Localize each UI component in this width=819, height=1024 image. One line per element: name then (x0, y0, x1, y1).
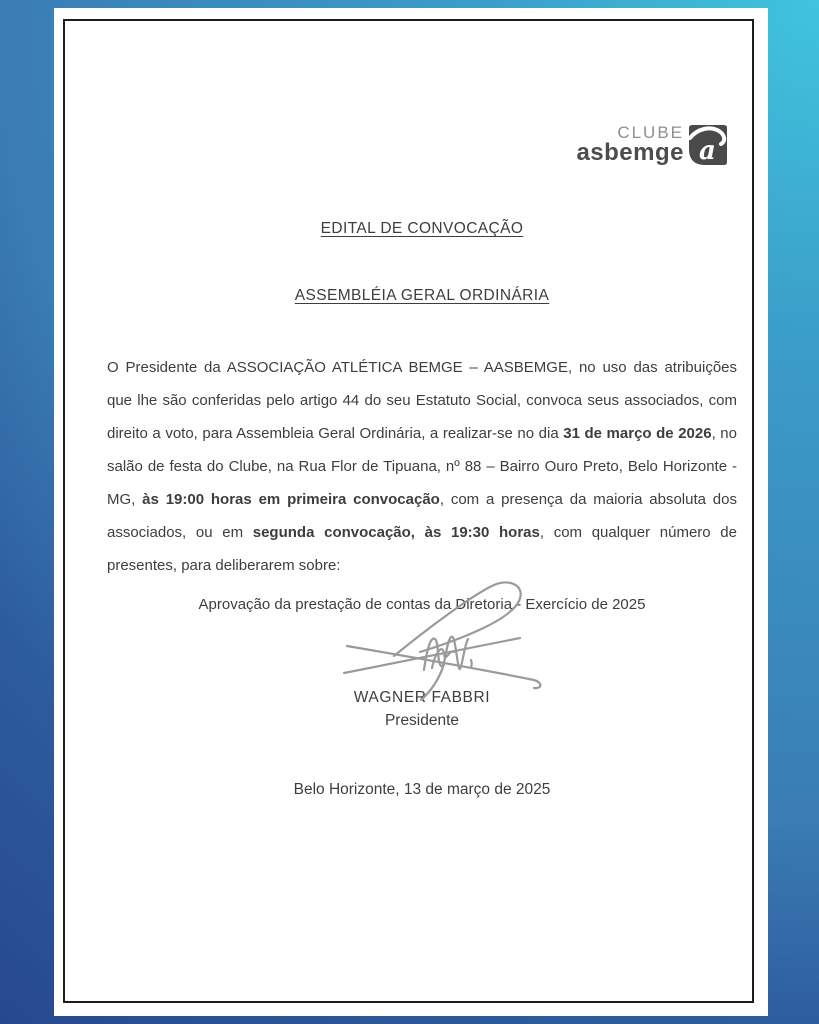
date-line: Belo Horizonte, 13 de março de 2025 (293, 781, 551, 798)
logo-clube-label: CLUBE (617, 123, 684, 142)
body-segment: , com a presença da maioria absoluta dos associados, ou em (107, 491, 737, 541)
body-segment: , no salão de festa do Clube, na Rua Flor de Tipuana, nº 88 – Bairro Ouro Preto, Belo Horizonte - MG, (107, 425, 737, 508)
body-segment-bold-second-call: segunda convocação, às 19:30 horas (252, 524, 540, 541)
body-segment: O Presidente da ASSOCIAÇÃO ATLÉTICA BEMGE – AASBEMGE, no uso das atribuições que lhe são conferidas pelo artigo 44 do seu Estatuto Social, convoca seus associados, com direito a voto, para Assembleia Geral Ordinária, a realizar-se no dia (107, 359, 737, 442)
body-segment-bold-date: 31 de março de 2026 (563, 425, 712, 442)
document-subtitle: ASSEMBLÉIA GERAL ORDINÁRIA (294, 287, 550, 304)
body-paragraph (107, 351, 737, 582)
document-page (54, 8, 768, 1016)
signatory-role: Presidente (384, 712, 460, 729)
svg-text:a: a (699, 136, 716, 165)
agenda-line: Aprovação da prestação de contas da Diretoria - Exercício de 2025 (198, 596, 646, 613)
logo-asbemge-label: asbemge (576, 139, 684, 166)
signatory-name: WAGNER FABBRI (353, 689, 491, 706)
body-segment: , com qualquer número de presentes, para deliberarem sobre: (107, 524, 737, 574)
body-segment-bold-first-call: às 19:00 horas em primeira convocação (142, 491, 440, 508)
asbemge-a-icon (689, 125, 727, 165)
logo (576, 124, 727, 165)
document-title: EDITAL DE CONVOCAÇÃO (320, 220, 524, 237)
logo-text (576, 124, 684, 164)
signature-scribble (340, 576, 552, 702)
